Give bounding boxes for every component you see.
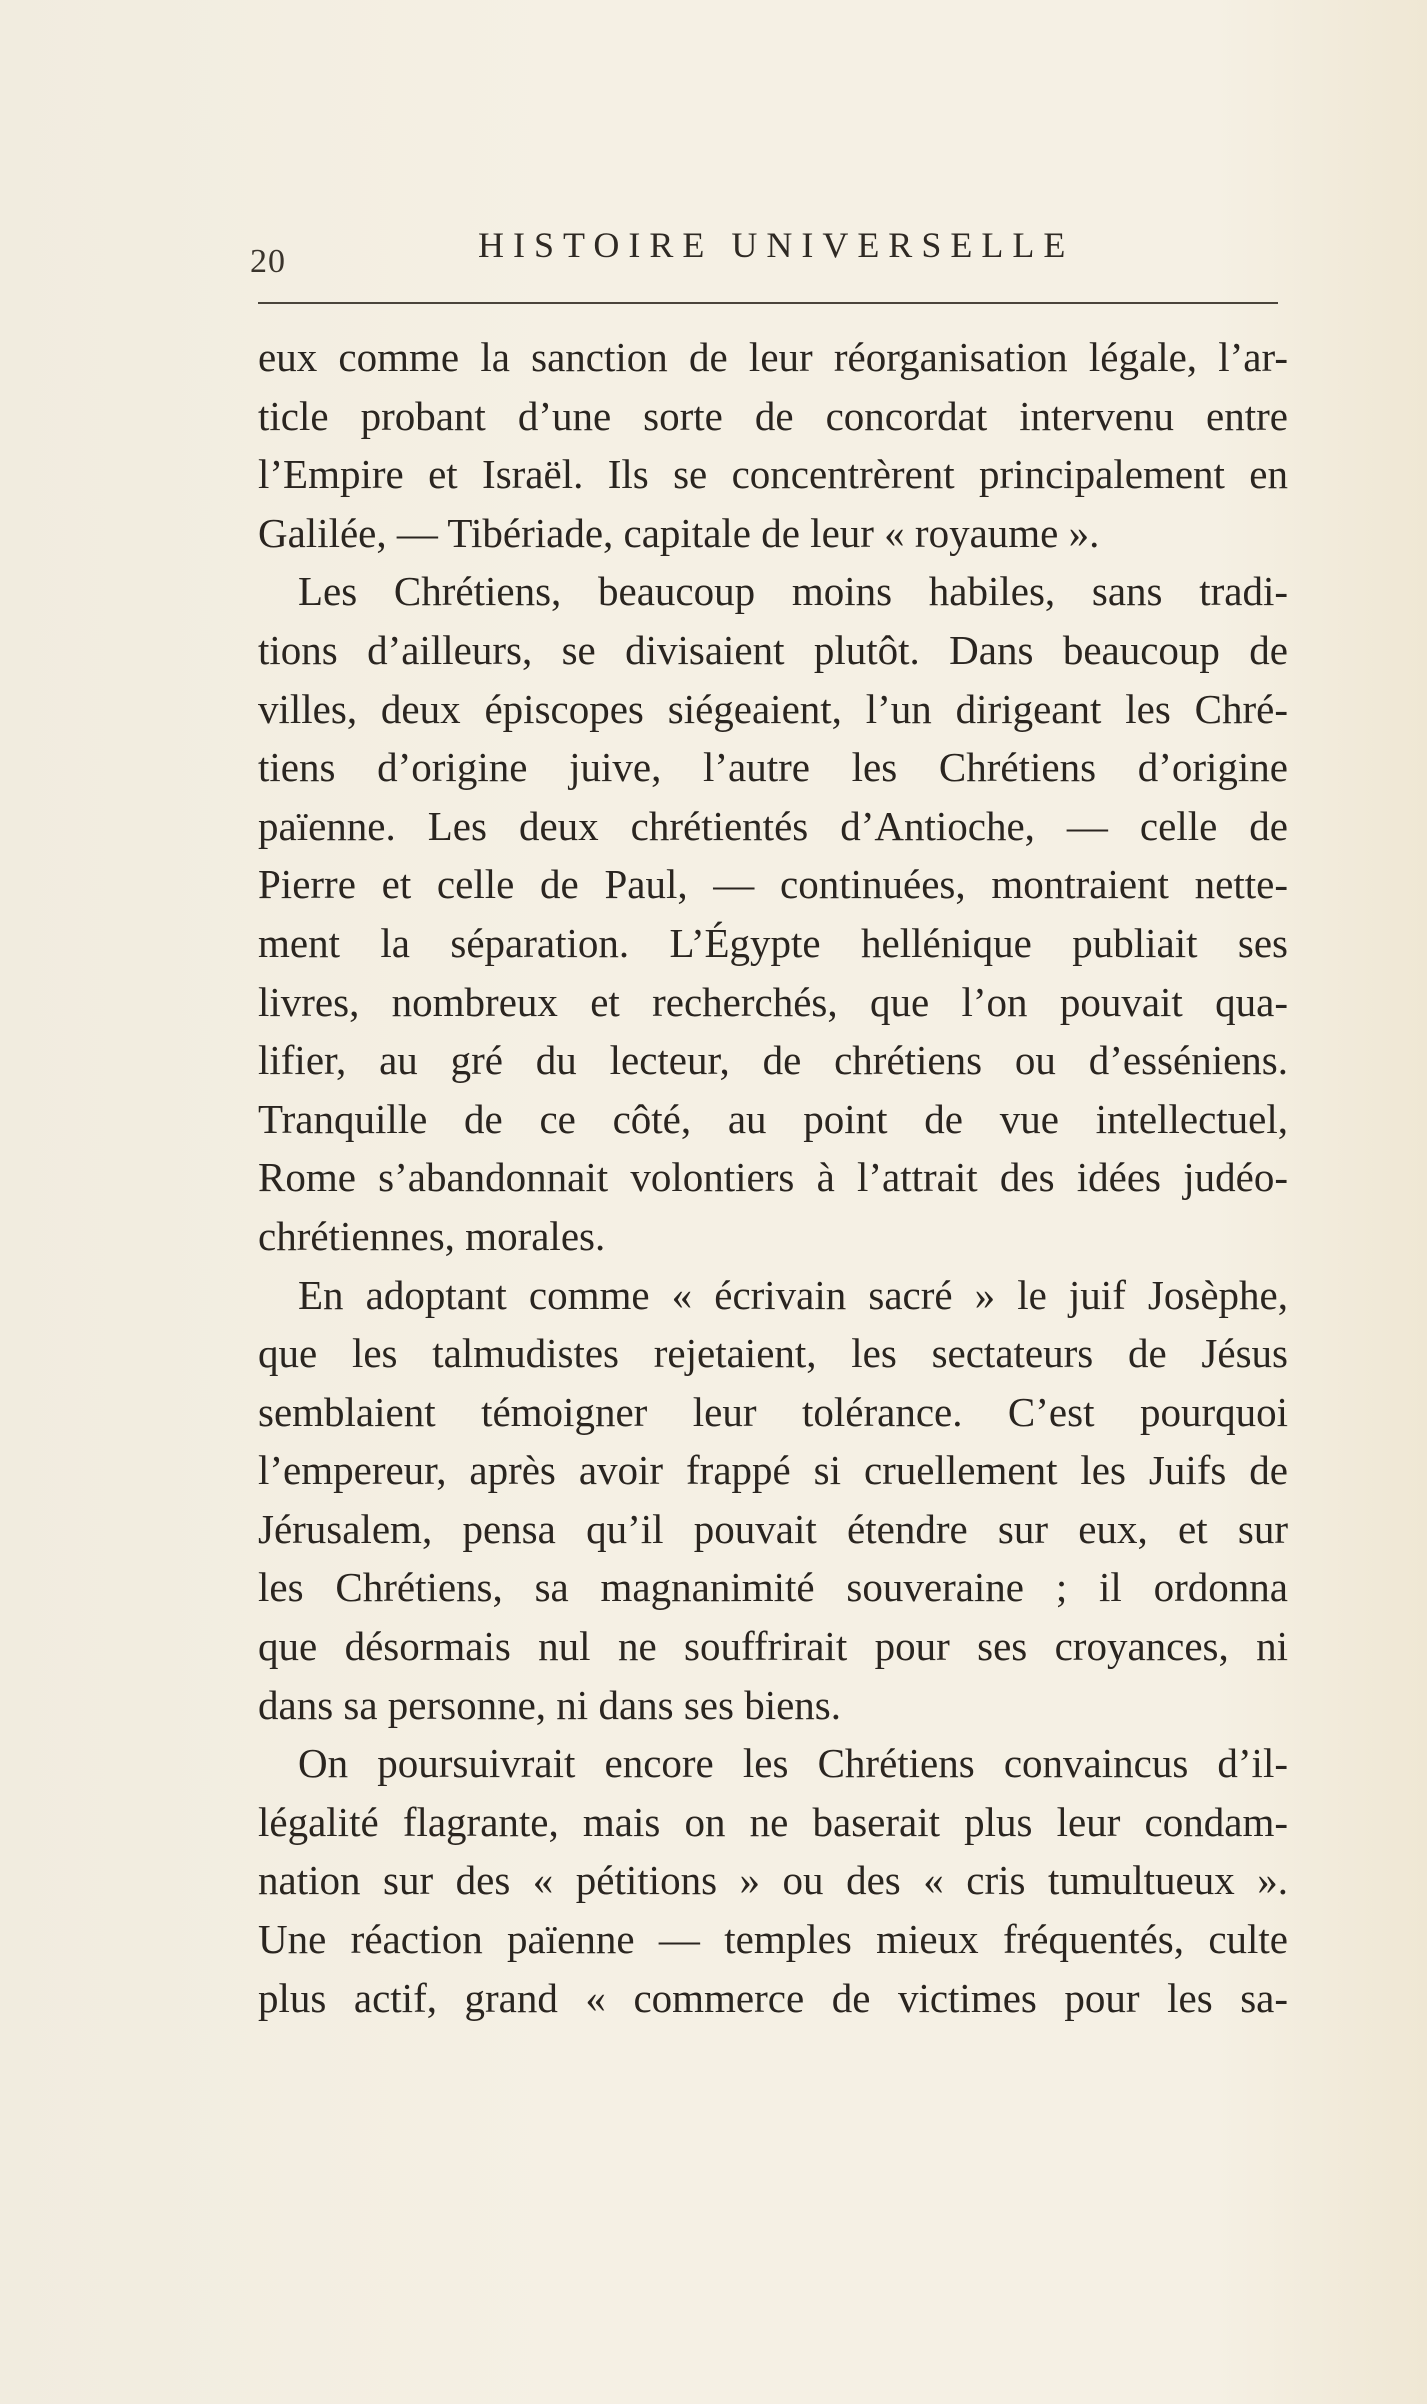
text-line: lifier, au gré du lecteur, de chrétiens ou d’esséniens. xyxy=(258,1037,1288,1084)
text-line: païenne. Les deux chrétientés d’Antioche, — celle de xyxy=(258,802,1288,849)
text-line: livres, nombreux et recherchés, que l’on pouvait qua- xyxy=(258,978,1288,1025)
text-line: eux comme la sanction de leur réorganisation légale, l’ar- xyxy=(258,334,1288,380)
text-line: On poursuivrait encore les Chrétiens convaincus d’il- xyxy=(298,1740,1288,1787)
text-line: dans sa personne, ni dans ses biens. xyxy=(258,1681,842,1728)
text-line: Pierre et celle de Paul, — continuées, montraient nette- xyxy=(258,861,1288,908)
text-line: que les talmudistes rejetaient, les sectateurs de Jésus xyxy=(258,1330,1288,1377)
text-line: Rome s’abandonnait volontiers à l’attrait des idées judéo- xyxy=(258,1154,1288,1201)
text-line: En adoptant comme « écrivain sacré » le juif Josèphe, xyxy=(298,1271,1288,1318)
text-line: que désormais nul ne souffrirait pour ses croyances, ni xyxy=(258,1623,1288,1670)
text-line: tions d’ailleurs, se divisaient plutôt. Dans beaucoup de xyxy=(258,626,1288,673)
text-line: ment la séparation. L’Égypte hellénique publiait ses xyxy=(258,919,1288,966)
text-line: tiens d’origine juive, l’autre les Chrétiens d’origine xyxy=(258,744,1288,791)
text-line: ticle probant d’une sorte de concordat intervenu entre xyxy=(258,392,1288,439)
page-number: 20 xyxy=(250,243,286,280)
text-line: Galilée, — Tibériade, capitale de leur « royaume ». xyxy=(258,509,1100,556)
text-line: nation sur des « pétitions » ou des « cris tumultueux ». xyxy=(258,1857,1288,1904)
text-line: Une réaction païenne — temples mieux fréquentés, culte xyxy=(258,1916,1288,1963)
header-rule xyxy=(258,302,1278,304)
text-line: les Chrétiens, sa magnanimité souveraine ; il ordonna xyxy=(258,1564,1288,1611)
text-line: Tranquille de ce côté, au point de vue intellectuel, xyxy=(258,1095,1288,1142)
running-head: HISTOIRE UNIVERSELLE xyxy=(478,225,1075,265)
text-line: l’Empire et Israël. Ils se concentrèrent principalement en xyxy=(258,451,1288,498)
text-line: plus actif, grand « commerce de victimes pour les sa- xyxy=(258,1974,1288,2021)
text-line: l’empereur, après avoir frappé si cruellement les Juifs de xyxy=(258,1447,1288,1494)
body-text xyxy=(258,328,1288,2027)
text-line: villes, deux épiscopes siégeaient, l’un dirigeant les Chré- xyxy=(258,685,1288,732)
text-line: légalité flagrante, mais on ne baserait plus leur condam- xyxy=(258,1798,1288,1845)
text-line: Jérusalem, pensa qu’il pouvait étendre sur eux, et sur xyxy=(258,1505,1288,1552)
text-line: Les Chrétiens, beaucoup moins habiles, sans tradi- xyxy=(298,568,1288,615)
text-line: semblaient témoigner leur tolérance. C’est pourquoi xyxy=(258,1388,1288,1435)
text-line: chrétiennes, morales. xyxy=(258,1212,606,1259)
